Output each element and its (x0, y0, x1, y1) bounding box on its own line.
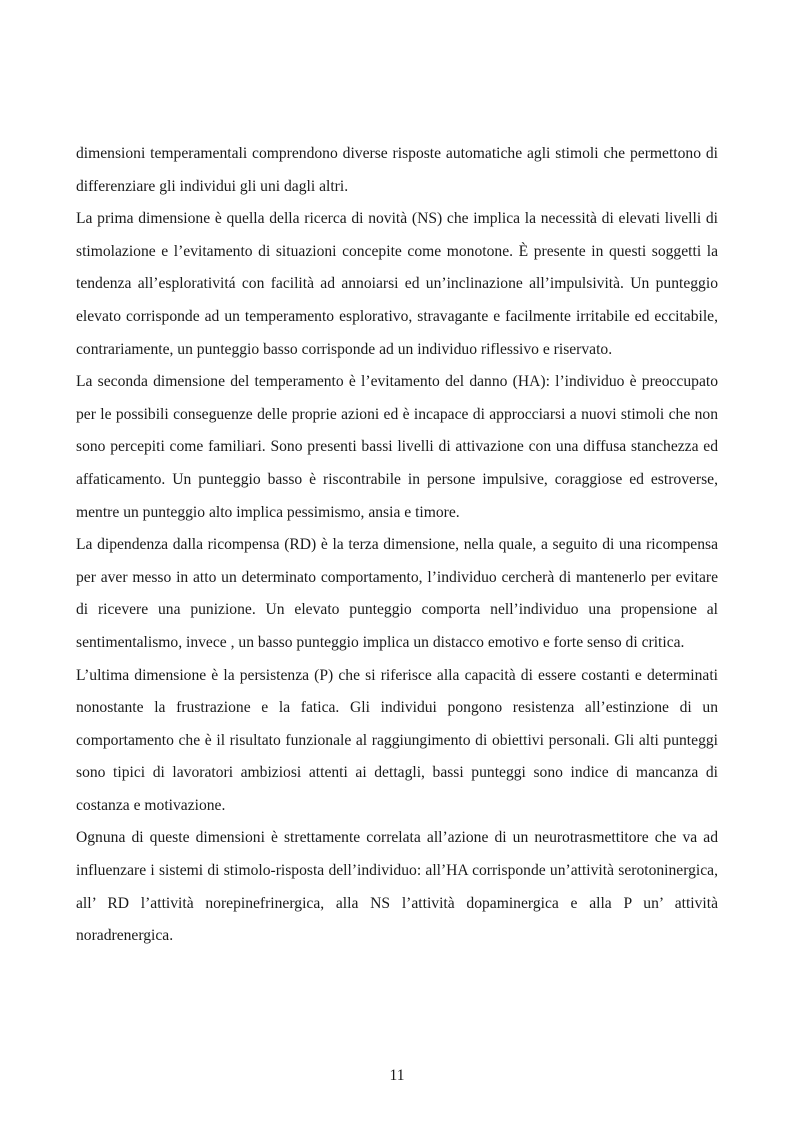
paragraph-reward-dependence: La dipendenza dalla ricompensa (RD) è la terza dimensione, nella quale, a seguito di una ricompensa per aver messo in atto un determinato comportamento, l’individuo cercherà di mantenerlo per evitare di ricevere una punizione. Un elevato punteggio comporta nell’individuo una propensione al sentimentalismo, invece , un basso punteggio implica un distacco emotivo e forte senso di critica. (76, 536, 718, 651)
paragraph-novelty-seeking: La prima dimensione è quella della ricerca di novità (NS) che implica la necessità di elevati livelli di stimolazione e l’evitamento di situazioni concepite come monotone. È presente in questi soggetti la tendenza all’esplorativitá con facilità ad annoiarsi ed un’inclinazione all’impulsività. Un punteggio elevato corrisponde ad un temperamento esplorativo, stravagante e facilmente irritabile ed eccitabile, contrariamente, un punteggio basso corrisponde ad un individuo riflessivo e riservato. (76, 210, 718, 358)
paragraph-neurotransmitters: Ognuna di queste dimensioni è strettamente correlata all’azione di un neurotrasmettitore che va ad influenzare i sistemi di stimolo-risposta dell’individuo: all’HA corrisponde un’attività serotoninergica, all’ RD l’attività norepinefrinergica, alla NS l’attività dopaminergica e alla P un’ attività noradrenergica. (76, 829, 718, 945)
paragraph-persistence: L’ultima dimensione è la persistenza (P) che si riferisce alla capacità di essere costanti e determinati nonostante la frustrazione e la fatica. Gli individui pongono resistenza all’estinzione di un comportamento che è il risultato funzionale al raggiungimento di obiettivi personali. Gli alti punteggi sono tipici di lavoratori ambiziosi attenti ai dettagli, bassi punteggi sono indice di mancanza di costanza e motivazione. (76, 666, 718, 814)
document-body (76, 138, 718, 953)
paragraph-harm-avoidance: La seconda dimensione del temperamento è l’evitamento del danno (HA): l’individuo è preoccupato per le possibili conseguenze delle proprie azioni ed è incapace di approcciarsi a nuovi stimoli che non sono percepiti come familiari. Sono presenti bassi livelli di attivazione con una diffusa stanchezza ed affaticamento. Un punteggio basso è riscontrabile in persone impulsive, coraggiose ed estroverse, mentre un punteggio alto implica pessimismo, ansia e timore. (76, 373, 718, 521)
paragraph-temperament-intro: dimensioni temperamentali comprendono diverse risposte automatiche agli stimoli che permettono di differenziare gli individui gli uni dagli altri. (76, 145, 718, 195)
page-number: 11 (389, 1067, 405, 1084)
